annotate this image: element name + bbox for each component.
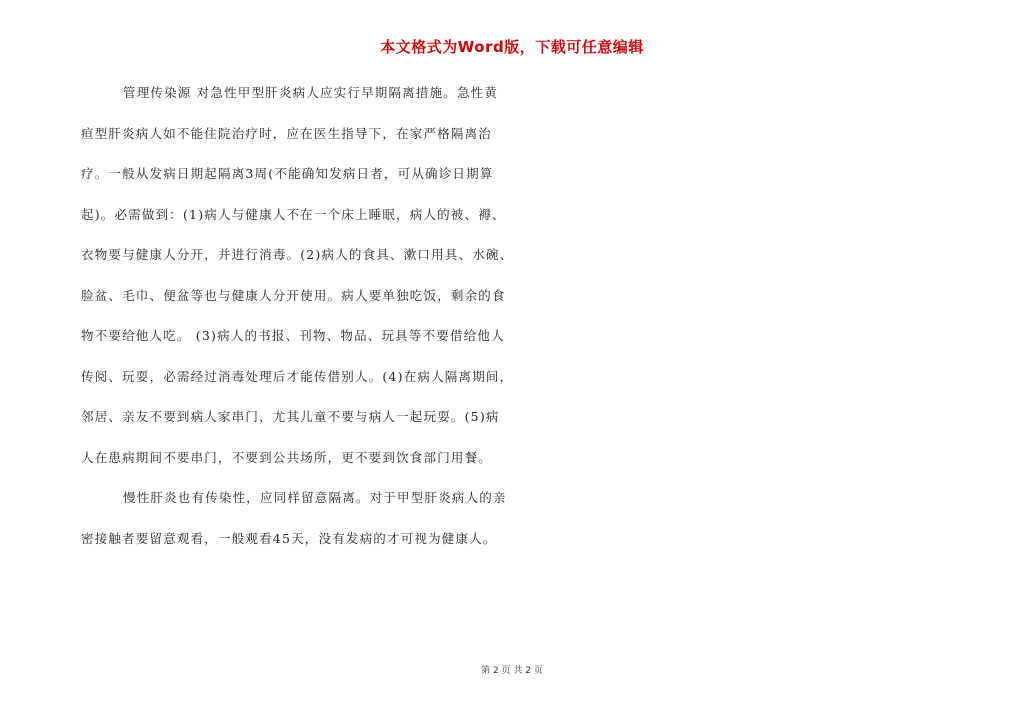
paragraph-2-line-2: 密接触者要留意观看，一般观看45天，没有发病的才可视为健康人。 (81, 530, 497, 546)
paragraph-1-line-4: 起)。必需做到：(1)病人与健康人不在一个床上睡眠，病人的被、褥、 (81, 206, 506, 222)
document-body (81, 82, 521, 568)
paragraph-1-line-6: 脸盆、毛巾、便盆等也与健康人分开使用。病人要单独吃饭，剩余的食 (81, 287, 506, 303)
paragraph-1-line-5: 衣物要与健康人分开，并进行消毒。(2)病人的食具、漱口用具、水碗、 (81, 247, 514, 262)
paragraph-1-line-9: 邻居、亲友不要到病人家串门，尤其儿童不要与病人一起玩耍。(5)病 (81, 409, 500, 424)
document-banner: 本文格式为Word版，下载可任意编辑 (380, 38, 644, 56)
paragraph-1-line-1: 管理传染源 对急性甲型肝炎病人应实行早期隔离措施。急性黄 (123, 85, 499, 100)
paragraph-2-line-1: 慢性肝炎也有传染性，应同样留意隔离。对于甲型肝炎病人的亲 (123, 490, 507, 505)
paragraph-1-line-2: 疸型肝炎病人如不能住院治疗时，应在医生指导下，在家严格隔离治 (81, 125, 493, 141)
page-number: 第 2 页 共 2 页 (481, 666, 543, 676)
paragraph-1-line-10: 人在患病期间不要串门，不要到公共场所，更不要到饮食部门用餐。 (81, 449, 493, 465)
paragraph-1-line-3: 疗。一般从发病日期起隔离3周(不能确知发病日者，可从确诊日期算 (81, 166, 494, 181)
paragraph-1-line-7: 物不要给他人吃。 (3)病人的书报、刊物、物品、玩具等不要借给他人 (81, 328, 505, 343)
paragraph-1-line-8: 传阅、玩耍，必需经过消毒处理后才能传借别人。(4)在病人隔离期间， (81, 368, 514, 384)
